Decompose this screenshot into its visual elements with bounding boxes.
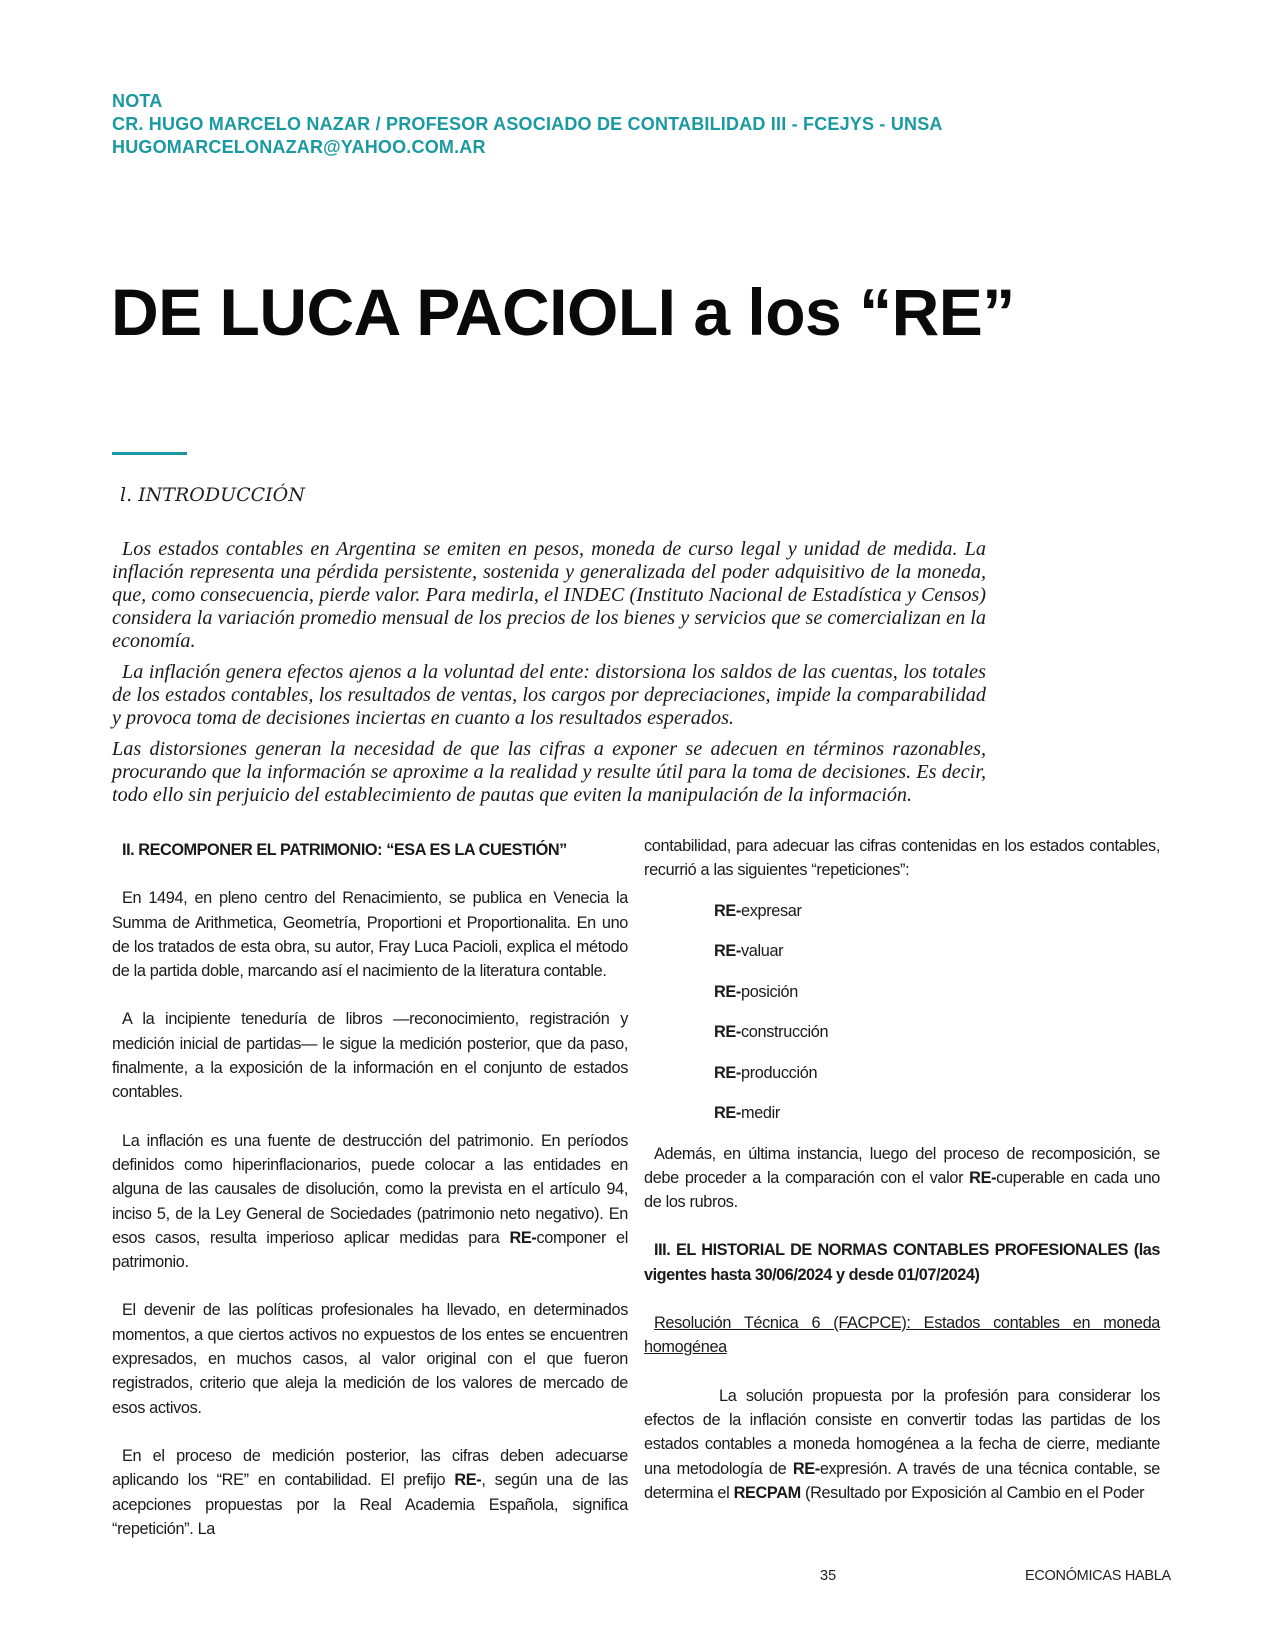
- article-title: DE LUCA PACIOLI a los “RE”: [111, 275, 1015, 349]
- re-list: [644, 899, 1160, 1126]
- body-paragraph: La solución propuesta por la profesión para considerar los efectos de la inflación consiste en convertir todas las partidas de los estados contables a moneda homogénea a la fecha de cierre, mediante una metodología de RE-expresión. A través de una técnica contable, se determina el RECPAM (Resultado por Exposición al Cambio en el Poder: [644, 1386, 1160, 1502]
- intro-paragraph: Las distorsiones generan la necesidad de que las cifras a exponer se adecuen en términos razonables, procurando que la información se aproxime a la realidad y resulte útil para la toma de decisiones. Es decir, todo ello sin perjuicio del establecimiento de pautas que eviten la manipulación de la información.: [112, 738, 986, 806]
- intro-heading: l. INTRODUCCIÓN: [120, 484, 305, 506]
- right-column: [644, 834, 1160, 1505]
- body-paragraph: En el proceso de medición posterior, las cifras deben adecuarse aplicando los “RE” en contabilidad. El prefijo RE-, según una de las acepciones propuestas por la Real Academia Española, significa “repetición”. La: [112, 1446, 629, 1538]
- intro-paragraph: Los estados contables en Argentina se emiten en pesos, moneda de curso legal y unidad de medida. La inflación representa una pérdida persistente, sostenida y generalizada del poder adquisitivo de la moneda, que, como consecuencia, pierde valor. Para medirla, el INDEC (Instituto Nacional de Estadística y Censos) considera la variación promedio mensual de los precios de los bienes y servicios que se comercializan en la economía.: [112, 538, 986, 652]
- title-divider: [112, 452, 187, 455]
- article-header: [112, 90, 1172, 159]
- body-paragraph: En 1494, en pleno centro del Renacimiento, se publica en Venecia la Summa de Arithmetica, Geometría, Proportioni et Proportionalita. En uno de los tratados de esta obra, su autor, Fray Luca Pacioli, explica el método de la partida doble, marcando así el nacimiento de la literatura contable.: [112, 889, 628, 981]
- author-email: HUGOMARCELONAZAR@YAHOO.COM.AR: [112, 137, 486, 157]
- body-paragraph: La inflación es una fuente de destrucción del patrimonio. En períodos definidos como hiperinflacionarios, puede colocar a las entidades en alguna de las causales de disolución, como la prevista en el artículo 94, inciso 5, de la Ley General de Sociedades (patrimonio neto negativo). En esos casos, resulta imperioso aplicar medidas para RE-componer el patrimonio.: [112, 1131, 629, 1272]
- list-item: RE-expresar: [714, 901, 802, 920]
- re-prefix: RE-: [454, 1471, 482, 1490]
- body-paragraph: contabilidad, para adecuar las cifras contenidas en los estados contables, recurrió a las siguientes “repeticiones”:: [644, 837, 1160, 880]
- list-item: RE-valuar: [714, 942, 784, 961]
- intro-paragraph: La inflación genera efectos ajenos a la voluntad del ente: distorsiona los saldos de las cuentas, los totales de los estados contables, los resultados de ventas, los cargos por depreciaciones, impide la comparabilidad y provoca toma de decisiones inciertas en cuanto a los resultados esperados.: [112, 661, 986, 729]
- recpam-term: RECPAM: [733, 1483, 801, 1502]
- left-column: [112, 838, 628, 1541]
- author-line: CR. HUGO MARCELO NAZAR / PROFESOR ASOCIADO DE CONTABILIDAD III - FCEJYS - UNSA: [112, 114, 943, 134]
- body-paragraph: A la incipiente teneduría de libros —reconocimiento, registración y medición inicial de partidas— le sigue la medición posterior, que da paso, finalmente, a la exposición de la información en el conjunto de estados contables.: [112, 1010, 628, 1102]
- page-number: 35: [820, 1568, 837, 1584]
- section-label: NOTA: [112, 91, 163, 111]
- body-paragraph: El devenir de las políticas profesionales ha llevado, en determinados momentos, a que ciertos activos no expuestos de los entes se encuentren expresados, en muchos casos, al valor original con el que fueron registrados, criterio que aleja la medición de los valores de mercado de esos activos.: [112, 1301, 628, 1417]
- publication-name: ECONÓMICAS HABLA: [1025, 1568, 1171, 1584]
- list-item: RE-posición: [714, 982, 798, 1001]
- section-3-subheading: Resolución Técnica 6 (FACPCE): Estados contables en moneda homogénea: [644, 1314, 1160, 1357]
- section-2-heading: II. RECOMPONER EL PATRIMONIO: “ESA ES LA CUESTIÓN”: [122, 841, 567, 859]
- re-prefix: RE-: [969, 1168, 997, 1187]
- list-item: RE-producción: [714, 1063, 818, 1082]
- body-paragraph: Además, en última instancia, luego del proceso de recomposición, se debe proceder a la comparación con el valor RE-cuperable en cada uno de los rubros.: [644, 1144, 1160, 1212]
- intro-body: [112, 538, 986, 815]
- list-item: RE-medir: [714, 1104, 780, 1123]
- re-prefix: RE-: [509, 1228, 537, 1247]
- section-3-heading: III. EL HISTORIAL DE NORMAS CONTABLES PROFESIONALES (las vigentes hasta 30/06/2024 y desde 01/07/2024): [644, 1241, 1160, 1284]
- list-item: RE-construcción: [714, 1023, 829, 1042]
- re-prefix: RE-: [792, 1459, 820, 1478]
